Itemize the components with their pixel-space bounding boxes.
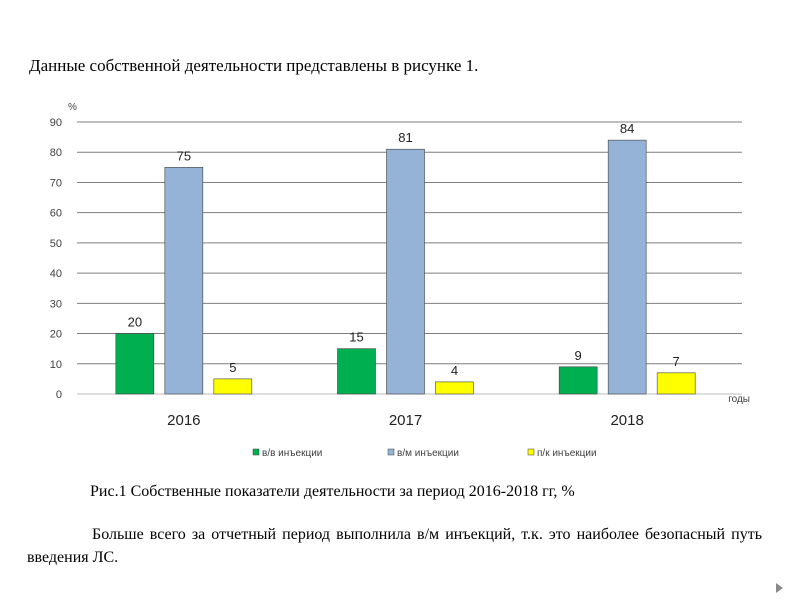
y-tick-label: 70 bbox=[49, 177, 62, 190]
data-label: 7 bbox=[672, 353, 680, 369]
data-label: 81 bbox=[398, 130, 413, 146]
y-tick-label: 20 bbox=[49, 328, 62, 341]
x-axis-label: годы bbox=[728, 394, 750, 405]
y-tick-label: 0 bbox=[55, 389, 62, 401]
y-tick-label: 40 bbox=[49, 268, 62, 281]
bar bbox=[559, 367, 597, 394]
y-axis-label: % bbox=[68, 102, 77, 113]
legend-label: в/м инъекции bbox=[397, 448, 459, 459]
bar bbox=[436, 382, 474, 394]
y-tick-label: 50 bbox=[49, 237, 62, 250]
x-tick-label: 2018 bbox=[610, 412, 644, 429]
bar bbox=[338, 349, 376, 394]
legend-swatch bbox=[388, 449, 394, 455]
bars bbox=[116, 140, 695, 394]
y-tick-label: 80 bbox=[49, 147, 62, 160]
data-label: 75 bbox=[176, 148, 192, 164]
data-label: 9 bbox=[574, 347, 582, 363]
legend-label: п/к инъекции bbox=[537, 448, 597, 459]
data-label: 15 bbox=[349, 329, 364, 345]
x-axis-ticks bbox=[167, 412, 644, 429]
bar bbox=[214, 379, 252, 394]
bar bbox=[387, 149, 425, 394]
bar bbox=[608, 140, 646, 394]
data-label: 20 bbox=[127, 314, 143, 330]
legend-label: в/в инъекции bbox=[262, 448, 323, 459]
figure-caption: Рис.1 Собственные показатели деятельности за период 2016-2018 гг, % bbox=[90, 483, 575, 500]
legend-swatch bbox=[528, 449, 534, 455]
data-label: 5 bbox=[229, 359, 237, 375]
intro-text: Данные собственной деятельности представлены в рисунке 1. bbox=[29, 56, 479, 75]
bar bbox=[116, 334, 154, 394]
data-label: 4 bbox=[450, 362, 459, 378]
body-paragraph: Больше всего за отчетный период выполнила в/м инъекций, т.к. это наиболее безопасный путь введения ЛС. bbox=[27, 526, 762, 566]
slide-arrow-icon bbox=[776, 583, 783, 593]
bar bbox=[657, 373, 695, 394]
x-tick-label: 2016 bbox=[167, 412, 201, 429]
y-tick-label: 10 bbox=[49, 358, 62, 371]
y-axis-ticks bbox=[50, 117, 62, 401]
legend bbox=[253, 448, 597, 459]
bar bbox=[165, 167, 203, 394]
legend-swatch bbox=[253, 449, 259, 455]
y-tick-label: 30 bbox=[49, 298, 62, 311]
y-tick-label: 90 bbox=[49, 117, 62, 129]
data-label: 84 bbox=[619, 121, 635, 137]
x-tick-label: 2017 bbox=[388, 412, 423, 429]
y-tick-label: 60 bbox=[49, 207, 62, 220]
